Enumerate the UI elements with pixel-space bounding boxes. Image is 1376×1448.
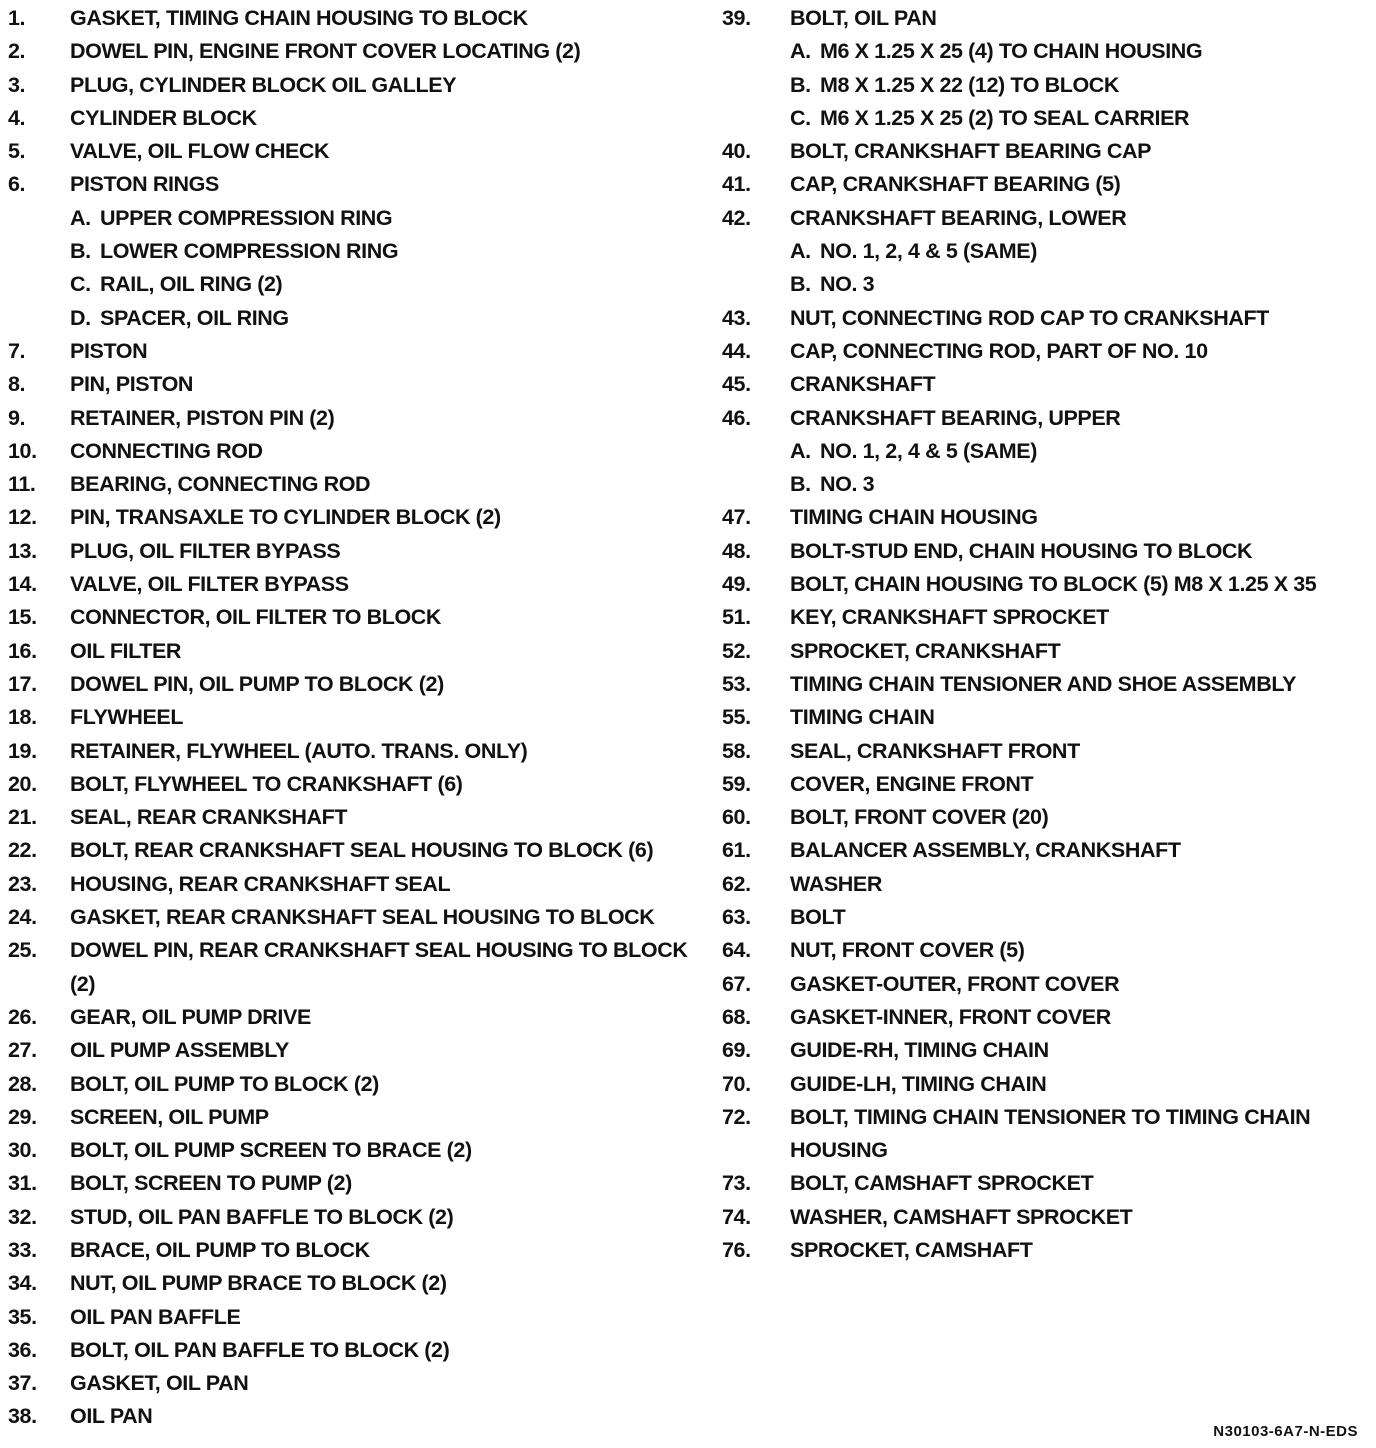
item-description: CRANKSHAFT (790, 372, 936, 397)
item-number: 33. (8, 1237, 37, 1262)
item-description: BOLT, CAMSHAFT SPROCKET (790, 1171, 1094, 1196)
legend-item (8, 868, 708, 901)
legend-subitem (722, 268, 1372, 301)
legend-item (8, 368, 708, 401)
legend-item (8, 1134, 708, 1167)
item-description: TIMING CHAIN HOUSING (790, 505, 1038, 530)
legend-item (722, 535, 1372, 568)
legend-item (722, 968, 1372, 1001)
item-description: PISTON (70, 338, 148, 363)
item-number: 72. (722, 1104, 751, 1129)
legend-item (722, 168, 1372, 201)
item-description: TIMING CHAIN (790, 705, 935, 730)
legend-item (8, 635, 708, 668)
subitem-letter: B. (790, 472, 811, 497)
legend-item (722, 668, 1372, 701)
legend-item (722, 501, 1372, 534)
item-number: 40. (722, 139, 751, 164)
item-number: 25. (8, 938, 37, 963)
legend-item (722, 801, 1372, 834)
legend-item (722, 934, 1372, 967)
subitem-letter: D. (70, 305, 91, 330)
item-number: 8. (8, 372, 26, 397)
item-description: COVER, ENGINE FRONT (790, 771, 1034, 796)
item-number: 70. (722, 1071, 751, 1096)
legend-item (8, 535, 708, 568)
legend-item (722, 635, 1372, 668)
item-description: TIMING CHAIN TENSIONER AND SHOE ASSEMBLY (790, 671, 1297, 696)
legend-item (722, 2, 1372, 35)
item-number: 36. (8, 1337, 37, 1362)
item-number: 61. (722, 838, 751, 863)
item-number: 15. (8, 605, 37, 630)
item-description: GUIDE-RH, TIMING CHAIN (790, 1038, 1049, 1063)
subitem-text: UPPER COMPRESSION RING (100, 205, 393, 230)
legend-item (722, 868, 1372, 901)
legend-subitem (8, 302, 708, 335)
legend-item (8, 1301, 708, 1334)
item-description: CONNECTOR, OIL FILTER TO BLOCK (70, 605, 442, 630)
item-description: BOLT, CHAIN HOUSING TO BLOCK (5) M8 X 1.25 X 35 (790, 572, 1317, 597)
legend-item (722, 335, 1372, 368)
legend-item (8, 435, 708, 468)
item-number: 31. (8, 1171, 37, 1196)
subitem-letter: C. (70, 272, 91, 297)
item-number: 20. (8, 771, 37, 796)
legend-item (722, 701, 1372, 734)
legend-item (722, 1001, 1372, 1034)
item-description: PIN, TRANSAXLE TO CYLINDER BLOCK (2) (70, 505, 501, 530)
item-number: 46. (722, 405, 751, 430)
item-number: 7. (8, 338, 26, 363)
legend-item (8, 1068, 708, 1101)
item-description: SEAL, REAR CRANKSHAFT (70, 805, 348, 830)
legend-subitem (8, 235, 708, 268)
legend-item (8, 335, 708, 368)
item-number: 60. (722, 805, 751, 830)
subitem-text: M6 X 1.25 X 25 (2) TO SEAL CARRIER (820, 105, 1190, 130)
item-number: 52. (722, 638, 751, 663)
item-number: 59. (722, 771, 751, 796)
legend-subitem (722, 468, 1372, 501)
legend-item (8, 801, 708, 834)
item-number: 64. (722, 938, 751, 963)
legend-item (722, 202, 1372, 235)
legend-subitem (722, 69, 1372, 102)
item-description: OIL FILTER (70, 638, 182, 663)
legend-item (722, 1034, 1372, 1067)
subitem-letter: C. (790, 105, 811, 130)
item-description: BOLT, TIMING CHAIN TENSIONER TO TIMING CHAIN HOUSING (790, 1104, 1311, 1163)
item-description: SCREEN, OIL PUMP (70, 1104, 269, 1129)
item-number: 63. (722, 905, 751, 930)
item-number: 49. (722, 572, 751, 597)
legend-item (8, 568, 708, 601)
item-number: 45. (722, 372, 751, 397)
legend-item (8, 834, 708, 867)
item-number: 23. (8, 871, 37, 896)
legend-item (722, 1167, 1372, 1200)
legend-subitem (722, 235, 1372, 268)
item-description: OIL PAN (70, 1404, 153, 1429)
item-description: KEY, CRANKSHAFT SPROCKET (790, 605, 1109, 630)
item-description: DOWEL PIN, REAR CRANKSHAFT SEAL HOUSING TO BLOCK (2) (70, 938, 688, 996)
item-description: CONNECTING ROD (70, 438, 263, 463)
item-description: DOWEL PIN, OIL PUMP TO BLOCK (2) (70, 671, 444, 696)
item-number: 10. (8, 438, 37, 463)
item-description: BEARING, CONNECTING ROD (70, 472, 371, 497)
legend-item (8, 901, 708, 934)
item-number: 5. (8, 139, 26, 164)
subitem-text: NO. 1, 2, 4 & 5 (SAME) (820, 438, 1038, 463)
item-description: CRANKSHAFT BEARING, UPPER (790, 405, 1121, 430)
legend-subitem (722, 102, 1372, 135)
item-number: 67. (722, 971, 751, 996)
legend-item (8, 69, 708, 102)
item-number: 37. (8, 1371, 37, 1396)
legend-item (8, 1201, 708, 1234)
item-description: CAP, CONNECTING ROD, PART OF NO. 10 (790, 338, 1208, 363)
subitem-text: NO. 3 (820, 472, 875, 497)
item-number: 22. (8, 838, 37, 863)
item-number: 26. (8, 1004, 37, 1029)
item-description: CRANKSHAFT BEARING, LOWER (790, 205, 1127, 230)
legend-item (8, 35, 708, 68)
item-description: GASKET-INNER, FRONT COVER (790, 1004, 1111, 1029)
subitem-text: NO. 1, 2, 4 & 5 (SAME) (820, 239, 1038, 264)
item-description: VALVE, OIL FLOW CHECK (70, 139, 330, 164)
item-description: GEAR, OIL PUMP DRIVE (70, 1004, 311, 1029)
subitem-text: RAIL, OIL RING (2) (100, 272, 283, 297)
legend-subitem (8, 202, 708, 235)
item-number: 16. (8, 638, 37, 663)
subitem-text: NO. 3 (820, 272, 875, 297)
item-description: OIL PAN BAFFLE (70, 1304, 241, 1329)
legend-item (722, 1201, 1372, 1234)
legend-item (8, 701, 708, 734)
item-number: 42. (722, 205, 751, 230)
item-description: BOLT, OIL PAN BAFFLE TO BLOCK (2) (70, 1337, 450, 1362)
legend-item (722, 1101, 1372, 1168)
subitem-letter: B. (70, 239, 91, 264)
item-description: STUD, OIL PAN BAFFLE TO BLOCK (2) (70, 1204, 454, 1229)
item-number: 9. (8, 405, 26, 430)
legend-item (722, 1234, 1372, 1267)
legend-item (8, 768, 708, 801)
item-number: 21. (8, 805, 37, 830)
item-number: 47. (722, 505, 751, 530)
legend-item (8, 168, 708, 201)
item-description: PLUG, OIL FILTER BYPASS (70, 538, 341, 563)
item-description: BOLT, OIL PAN (790, 6, 937, 30)
item-number: 68. (722, 1004, 751, 1029)
legend-subitem (722, 435, 1372, 468)
legend-item (8, 1234, 708, 1267)
legend-item (8, 468, 708, 501)
subitem-text: M6 X 1.25 X 25 (4) TO CHAIN HOUSING (820, 39, 1203, 64)
item-description: SPROCKET, CAMSHAFT (790, 1237, 1033, 1262)
legend-item (8, 402, 708, 435)
legend-item (722, 735, 1372, 768)
item-number: 34. (8, 1271, 37, 1296)
legend-item (722, 402, 1372, 435)
legend-subitem (722, 35, 1372, 68)
subitem-letter: B. (790, 272, 811, 297)
item-description: BOLT (790, 905, 846, 930)
legend-item (8, 601, 708, 634)
legend-item (722, 901, 1372, 934)
item-description: BALANCER ASSEMBLY, CRANKSHAFT (790, 838, 1181, 863)
item-description: BOLT, SCREEN TO PUMP (2) (70, 1171, 352, 1196)
item-number: 30. (8, 1138, 37, 1163)
item-description: CAP, CRANKSHAFT BEARING (5) (790, 172, 1121, 197)
item-description: SEAL, CRANKSHAFT FRONT (790, 738, 1080, 763)
item-description: BOLT, OIL PUMP SCREEN TO BRACE (2) (70, 1138, 472, 1163)
legend-item (722, 834, 1372, 867)
item-number: 27. (8, 1038, 37, 1063)
legend-item (722, 368, 1372, 401)
legend-item (722, 302, 1372, 335)
item-number: 44. (722, 338, 751, 363)
item-description: WASHER, CAMSHAFT SPROCKET (790, 1204, 1133, 1229)
item-description: GUIDE-LH, TIMING CHAIN (790, 1071, 1047, 1096)
subitem-text: LOWER COMPRESSION RING (100, 239, 399, 264)
item-number: 35. (8, 1304, 37, 1329)
item-number: 39. (722, 6, 751, 30)
item-number: 48. (722, 538, 751, 563)
item-number: 38. (8, 1404, 37, 1429)
item-number: 6. (8, 172, 26, 197)
legend-item (8, 934, 708, 1001)
item-description: FLYWHEEL (70, 705, 184, 730)
item-number: 73. (722, 1171, 751, 1196)
legend-item (8, 1101, 708, 1134)
item-description: GASKET, REAR CRANKSHAFT SEAL HOUSING TO BLOCK (70, 905, 655, 930)
legend-item (8, 135, 708, 168)
item-number: 53. (722, 671, 751, 696)
item-number: 76. (722, 1237, 751, 1262)
item-description: VALVE, OIL FILTER BYPASS (70, 572, 349, 597)
legend-item (8, 1400, 708, 1433)
item-description: BOLT, FRONT COVER (20) (790, 805, 1049, 830)
item-description: RETAINER, PISTON PIN (2) (70, 405, 335, 430)
legend-column-left (8, 2, 708, 1434)
item-number: 4. (8, 105, 26, 130)
item-description: BOLT, OIL PUMP TO BLOCK (2) (70, 1071, 379, 1096)
item-description: GASKET-OUTER, FRONT COVER (790, 971, 1120, 996)
legend-item (722, 568, 1372, 601)
item-number: 18. (8, 705, 37, 730)
legend-column-right (722, 2, 1372, 1267)
legend-item (8, 1334, 708, 1367)
item-number: 58. (722, 738, 751, 763)
subitem-letter: A. (790, 239, 811, 264)
legend-item (8, 1001, 708, 1034)
legend-item (722, 768, 1372, 801)
legend-item (8, 1167, 708, 1200)
subitem-text: SPACER, OIL RING (100, 305, 289, 330)
item-description: HOUSING, REAR CRANKSHAFT SEAL (70, 871, 451, 896)
item-description: BOLT, CRANKSHAFT BEARING CAP (790, 139, 1152, 164)
legend-item (8, 2, 708, 35)
legend-item (8, 1267, 708, 1300)
item-number: 28. (8, 1071, 37, 1096)
subitem-letter: A. (790, 438, 811, 463)
legend-item (722, 601, 1372, 634)
item-description: PISTON RINGS (70, 172, 219, 197)
legend-item (722, 135, 1372, 168)
item-description: OIL PUMP ASSEMBLY (70, 1038, 290, 1063)
item-number: 43. (722, 305, 751, 330)
item-number: 29. (8, 1104, 37, 1129)
item-number: 19. (8, 738, 37, 763)
item-description: GASKET, OIL PAN (70, 1371, 249, 1396)
item-description: SPROCKET, CRANKSHAFT (790, 638, 1061, 663)
item-description: GASKET, TIMING CHAIN HOUSING TO BLOCK (70, 6, 528, 30)
item-description: BOLT-STUD END, CHAIN HOUSING TO BLOCK (790, 538, 1253, 563)
item-number: 24. (8, 905, 37, 930)
subitem-letter: A. (70, 205, 91, 230)
item-number: 12. (8, 505, 37, 530)
legend-item (8, 735, 708, 768)
legend-item (8, 1367, 708, 1400)
item-number: 32. (8, 1204, 37, 1229)
item-description: BOLT, REAR CRANKSHAFT SEAL HOUSING TO BLOCK (6) (70, 838, 654, 863)
figure-code: N30103-6A7-N-EDS (1213, 1423, 1358, 1440)
item-description: NUT, FRONT COVER (5) (790, 938, 1025, 963)
item-description: WASHER (790, 871, 882, 896)
item-description: BOLT, FLYWHEEL TO CRANKSHAFT (6) (70, 771, 463, 796)
item-number: 62. (722, 871, 751, 896)
legend-item (8, 501, 708, 534)
subitem-letter: B. (790, 72, 811, 97)
item-description: DOWEL PIN, ENGINE FRONT COVER LOCATING (2) (70, 39, 581, 64)
item-number: 17. (8, 671, 37, 696)
item-number: 74. (722, 1204, 751, 1229)
item-number: 69. (722, 1038, 751, 1063)
item-number: 51. (722, 605, 751, 630)
legend-item (8, 668, 708, 701)
item-number: 3. (8, 72, 26, 97)
item-number: 11. (8, 472, 36, 497)
item-description: PIN, PISTON (70, 372, 194, 397)
legend-item (8, 1034, 708, 1067)
item-number: 14. (8, 572, 37, 597)
item-number: 13. (8, 538, 37, 563)
item-description: PLUG, CYLINDER BLOCK OIL GALLEY (70, 72, 457, 97)
item-number: 1. (8, 6, 26, 30)
item-description: RETAINER, FLYWHEEL (AUTO. TRANS. ONLY) (70, 738, 528, 763)
subitem-letter: A. (790, 39, 811, 64)
item-description: NUT, OIL PUMP BRACE TO BLOCK (2) (70, 1271, 447, 1296)
item-number: 2. (8, 39, 26, 64)
item-number: 55. (722, 705, 751, 730)
item-description: NUT, CONNECTING ROD CAP TO CRANKSHAFT (790, 305, 1269, 330)
legend-subitem (8, 268, 708, 301)
item-description: BRACE, OIL PUMP TO BLOCK (70, 1237, 370, 1262)
subitem-text: M8 X 1.25 X 22 (12) TO BLOCK (820, 72, 1120, 97)
legend-item (722, 1068, 1372, 1101)
legend-item (8, 102, 708, 135)
item-description: CYLINDER BLOCK (70, 105, 257, 130)
item-number: 41. (722, 172, 751, 197)
